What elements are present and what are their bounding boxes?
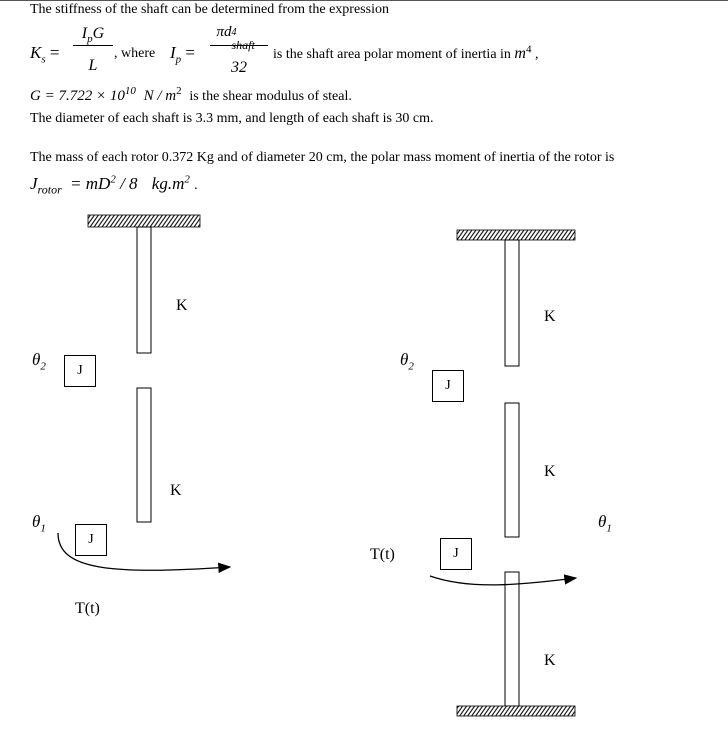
j-rhs-md: = mD [70,174,111,193]
left-k-top-label: K [176,297,188,314]
left-theta2-sub: 2 [40,360,46,373]
left-theta2-label [32,350,46,373]
j-rhs-sup: 2 [110,173,116,186]
g-equation: G = 7.722 × 10 [30,88,125,104]
left-theta1-symbol: θ [32,512,41,531]
left-fixed-support [88,215,200,227]
g-description: is the shear modulus of steal. [189,89,352,104]
j-letter: J [30,174,38,193]
rotor-line: The mass of each rotor 0.372 Kg and of diameter 20 cm, the polar mass moment of inertia of the rotor is [30,150,615,165]
ip-denominator: 32 [231,59,247,76]
j-unit-sup: 2 [184,173,190,186]
right-fixed-support-bottom [457,706,575,716]
right-torque-arrow [430,576,576,585]
ks-num-sub: p [87,33,93,46]
ks-denominator: L [88,57,98,74]
ip-letter: I [170,43,176,62]
ks-equals: = [49,43,60,62]
ip-unit: m [514,45,526,62]
right-theta1-label [598,512,612,535]
j-rhs-div: / 8 [120,174,138,193]
g-unit-sup: 2 [176,85,182,97]
left-rotor-top: J [64,355,96,387]
ks-num-g: G [92,25,105,42]
left-torque-label: T(t) [75,600,100,617]
left-rotor-bottom: J [75,524,107,556]
g-exponent: 10 [124,85,136,97]
right-theta2-symbol: θ [400,350,409,369]
j-tail: . [194,178,198,193]
intro-line: The stiffness of the shaft can be determined from the expression [30,2,389,17]
j-unit: kg.m [151,174,185,193]
left-theta1-sub: 1 [40,522,46,535]
ip-num-sub: shaft [231,38,255,52]
right-rotor-bottom: J [440,538,472,570]
left-shaft-top [137,227,151,353]
shaft-dimensions-line: The diameter of each shaft is 3.3 mm, and length of each shaft is 30 cm. [30,111,434,126]
right-theta1-sub: 1 [606,522,612,535]
left-theta1-label [32,512,46,535]
ks-subscript: s [41,53,46,66]
ip-desc-text: is the shaft area polar moment of inertia in [273,47,511,62]
left-k-bottom-label: K [170,482,182,499]
ip-subscript: p [175,53,182,66]
left-theta2-symbol: θ [32,350,41,369]
ip-num-sup: 4 [231,27,237,38]
right-k-middle-label: K [544,463,556,480]
ip-tail: , [534,47,539,62]
j-subscript: rotor [37,182,62,197]
ip-num-pid: πd [216,24,232,40]
right-shaft-bottom [505,572,519,706]
right-theta2-sub: 2 [408,360,414,373]
ip-equals: = [185,43,196,62]
left-shaft-bottom [137,388,151,522]
ks-num-i: I [81,25,88,42]
right-shaft-top [505,240,519,366]
right-k-top-label: K [544,308,556,325]
right-torque-label: T(t) [370,546,395,563]
right-theta2-label [400,350,414,373]
ip-unit-sup: 4 [525,43,532,56]
g-unit: N / m [143,88,177,104]
right-fixed-support-top [457,230,575,240]
right-rotor-top: J [432,370,464,402]
where-text: , where [114,46,156,61]
ks-letter: K [30,43,42,62]
right-shaft-middle [505,403,519,537]
right-k-bottom-label: K [544,652,556,669]
right-theta1-symbol: θ [598,512,607,531]
